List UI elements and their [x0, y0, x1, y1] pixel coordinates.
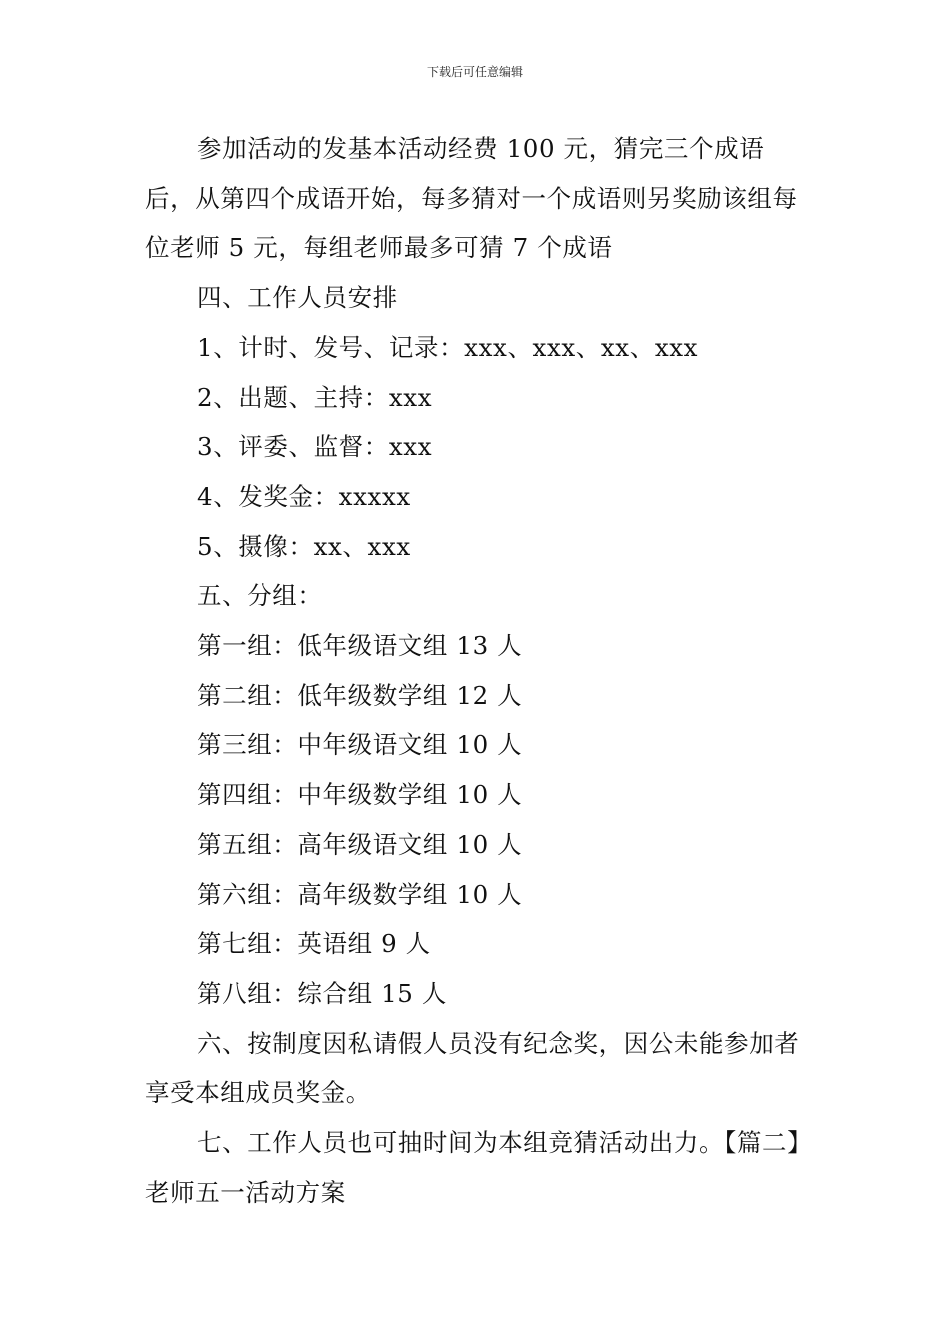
group-item-6: 第六组：高年级数学组 10 人: [197, 879, 523, 909]
group-item-7: 第七组：英语组 9 人: [197, 929, 431, 959]
paragraph-staff-contribution: 七、工作人员也可抽时间为本组竞猜活动出力。【篇二】老师五一活动方案: [145, 1128, 800, 1207]
staff-item-prize: 4、发奖金：xxxxx: [197, 481, 411, 511]
group-item-1: 第一组：低年级语文组 13 人: [197, 631, 523, 661]
document-body: [145, 124, 810, 1217]
group-item-4: 第四组：中年级数学组 10 人: [197, 780, 523, 810]
staff-item-camera: 5、摄像：xx、xxx: [197, 531, 411, 561]
staff-item-judge: 3、评委、监督：xxx: [197, 432, 433, 462]
staff-item-timing: 1、计时、发号、记录：xxx、xxx、xx、xxx: [197, 332, 699, 362]
staff-item-host: 2、出题、主持：xxx: [197, 382, 433, 412]
group-item-5: 第五组：高年级语文组 10 人: [197, 829, 523, 859]
group-item-2: 第二组：低年级数学组 12 人: [197, 680, 523, 710]
section-heading-groups: 五、分组：: [197, 581, 323, 611]
header-note: 下载后可任意编辑: [426, 65, 523, 79]
group-item-8: 第八组：综合组 15 人: [197, 978, 447, 1008]
paragraph-leave-policy: 六、按制度因私请假人员没有纪念奖，因公未能参加者享受本组成员奖金。: [145, 1028, 800, 1108]
section-heading-staff: 四、工作人员安排: [197, 283, 398, 313]
group-item-3: 第三组：中年级语文组 10 人: [197, 730, 523, 760]
paragraph-activity-funding: 参加活动的发基本活动经费 100 元，猜完三个成语后，从第四个成语开始，每多猜对一个成语则另奖励该组每位老师 5 元，每组老师最多可猜 7 个成语: [145, 134, 798, 263]
